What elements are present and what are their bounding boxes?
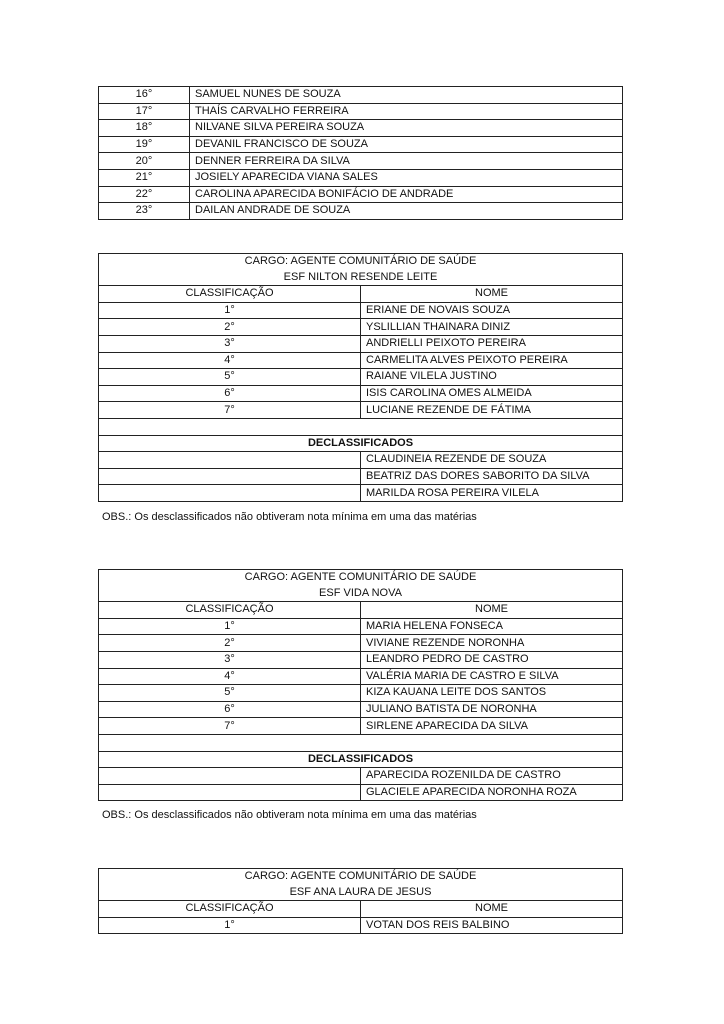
name-cell: LEANDRO PEDRO DE CASTRO (361, 651, 623, 668)
name-cell: LUCIANE REZENDE DE FÁTIMA (361, 402, 623, 419)
rank-cell: 16° (99, 87, 190, 104)
table-row (99, 685, 623, 702)
esf-row (99, 270, 623, 286)
rank-cell: 2° (99, 635, 361, 652)
column-header-name: NOME (361, 901, 623, 918)
table-row (99, 87, 623, 104)
table-row (99, 668, 623, 685)
column-header-name: NOME (361, 286, 623, 303)
name-cell: MARIA HELENA FONSECA (361, 618, 623, 635)
table-row (99, 369, 623, 386)
blank-row (99, 418, 623, 435)
rank-cell: 4° (99, 668, 361, 685)
table-row (99, 186, 623, 203)
rank-cell: 20° (99, 153, 190, 170)
table-row (99, 120, 623, 137)
blank-cell (99, 418, 623, 435)
rank-cell: 6° (99, 701, 361, 718)
name-cell: CAROLINA APARECIDA BONIFÁCIO DE ANDRADE (190, 186, 623, 203)
table-row (99, 651, 623, 668)
esf-title: ESF VIDA NOVA (99, 586, 623, 602)
name-cell: VOTAN DOS REIS BALBINO (361, 917, 623, 934)
classification-table-continued (98, 86, 623, 220)
rank-cell: 3° (99, 335, 361, 352)
rank-cell: 7° (99, 402, 361, 419)
name-cell: DEVANIL FRANCISCO DE SOUZA (190, 136, 623, 153)
name-cell: BEATRIZ DAS DORES SABORITO DA SILVA (361, 468, 623, 485)
rank-cell: 19° (99, 136, 190, 153)
cargo-row (99, 869, 623, 885)
name-cell: JOSIELY APARECIDA VIANA SALES (190, 169, 623, 186)
rank-cell: 7° (99, 718, 361, 735)
empty-rank-cell (99, 768, 361, 785)
table-row (99, 319, 623, 336)
rank-cell: 23° (99, 203, 190, 220)
classification-table-esf-nilton-resende-leite (98, 253, 623, 502)
name-cell: THAÍS CARVALHO FERREIRA (190, 103, 623, 120)
empty-rank-cell (99, 784, 361, 801)
name-cell: GLACIELE APARECIDA NORONHA ROZA (361, 784, 623, 801)
column-header-classification: CLASSIFICAÇÃO (99, 602, 361, 619)
esf-title: ESF NILTON RESENDE LEITE (99, 270, 623, 286)
name-cell: JULIANO BATISTA DE NORONHA (361, 701, 623, 718)
classification-table-esf-vida-nova (98, 569, 623, 801)
table-row (99, 203, 623, 220)
table-row (99, 103, 623, 120)
esf-row (99, 885, 623, 901)
name-cell: SAMUEL NUNES DE SOUZA (190, 87, 623, 104)
name-cell: YSLILLIAN THAINARA DINIZ (361, 319, 623, 336)
name-cell: ERIANE DE NOVAIS SOUZA (361, 302, 623, 319)
rank-cell: 3° (99, 651, 361, 668)
declassified-row (99, 452, 623, 469)
name-cell: CLAUDINEIA REZENDE DE SOUZA (361, 452, 623, 469)
esf-title: ESF ANA LAURA DE JESUS (99, 885, 623, 901)
rank-cell: 5° (99, 369, 361, 386)
name-cell: ISIS CAROLINA OMES ALMEIDA (361, 385, 623, 402)
cargo-row (99, 254, 623, 270)
observation-note: OBS.: Os desclassificados não obtiveram nota mínima em uma das matérias (102, 809, 477, 821)
rank-cell: 18° (99, 120, 190, 137)
empty-rank-cell (99, 468, 361, 485)
table-row (99, 352, 623, 369)
table-row (99, 701, 623, 718)
declassified-row (99, 768, 623, 785)
name-cell: ANDRIELLI PEIXOTO PEREIRA (361, 335, 623, 352)
column-header-classification: CLASSIFICAÇÃO (99, 286, 361, 303)
name-cell: DAILAN ANDRADE DE SOUZA (190, 203, 623, 220)
blank-cell (99, 734, 623, 751)
declassified-title: DECLASSIFICADOS (99, 435, 623, 452)
rank-cell: 1° (99, 917, 361, 934)
declassified-row (99, 784, 623, 801)
name-cell: SIRLENE APARECIDA DA SILVA (361, 718, 623, 735)
table-row (99, 136, 623, 153)
rank-cell: 4° (99, 352, 361, 369)
cargo-title: CARGO: AGENTE COMUNITÁRIO DE SAÚDE (99, 869, 623, 885)
rank-cell: 17° (99, 103, 190, 120)
rank-cell: 21° (99, 169, 190, 186)
rank-cell: 6° (99, 385, 361, 402)
declassified-header-row (99, 751, 623, 768)
empty-rank-cell (99, 452, 361, 469)
table-row (99, 385, 623, 402)
declassified-row (99, 485, 623, 502)
esf-row (99, 586, 623, 602)
cargo-title: CARGO: AGENTE COMUNITÁRIO DE SAÚDE (99, 570, 623, 586)
table-row (99, 917, 623, 934)
name-cell: DENNER FERREIRA DA SILVA (190, 153, 623, 170)
name-cell: VALÉRIA MARIA DE CASTRO E SILVA (361, 668, 623, 685)
name-cell: CARMELITA ALVES PEIXOTO PEREIRA (361, 352, 623, 369)
table-row (99, 302, 623, 319)
column-header-name: NOME (361, 602, 623, 619)
declassified-title: DECLASSIFICADOS (99, 751, 623, 768)
observation-note: OBS.: Os desclassificados não obtiveram nota mínima em uma das matérias (102, 511, 477, 523)
rank-cell: 1° (99, 302, 361, 319)
rank-cell: 1° (99, 618, 361, 635)
table-row (99, 618, 623, 635)
name-cell: NILVANE SILVA PEREIRA SOUZA (190, 120, 623, 137)
header-row (99, 286, 623, 303)
rank-cell: 22° (99, 186, 190, 203)
table-row (99, 402, 623, 419)
name-cell: KIZA KAUANA LEITE DOS SANTOS (361, 685, 623, 702)
column-header-classification: CLASSIFICAÇÃO (99, 901, 361, 918)
table-row (99, 718, 623, 735)
table-row (99, 335, 623, 352)
table-row (99, 635, 623, 652)
header-row (99, 602, 623, 619)
rank-cell: 2° (99, 319, 361, 336)
declassified-row (99, 468, 623, 485)
declassified-header-row (99, 435, 623, 452)
classification-table-esf-ana-laura-de-jesus (98, 868, 623, 934)
blank-row (99, 734, 623, 751)
cargo-title: CARGO: AGENTE COMUNITÁRIO DE SAÚDE (99, 254, 623, 270)
table-row (99, 169, 623, 186)
cargo-row (99, 570, 623, 586)
rank-cell: 5° (99, 685, 361, 702)
name-cell: RAIANE VILELA JUSTINO (361, 369, 623, 386)
name-cell: MARILDA ROSA PEREIRA VILELA (361, 485, 623, 502)
header-row (99, 901, 623, 918)
table-row (99, 153, 623, 170)
name-cell: VIVIANE REZENDE NORONHA (361, 635, 623, 652)
empty-rank-cell (99, 485, 361, 502)
name-cell: APARECIDA ROZENILDA DE CASTRO (361, 768, 623, 785)
